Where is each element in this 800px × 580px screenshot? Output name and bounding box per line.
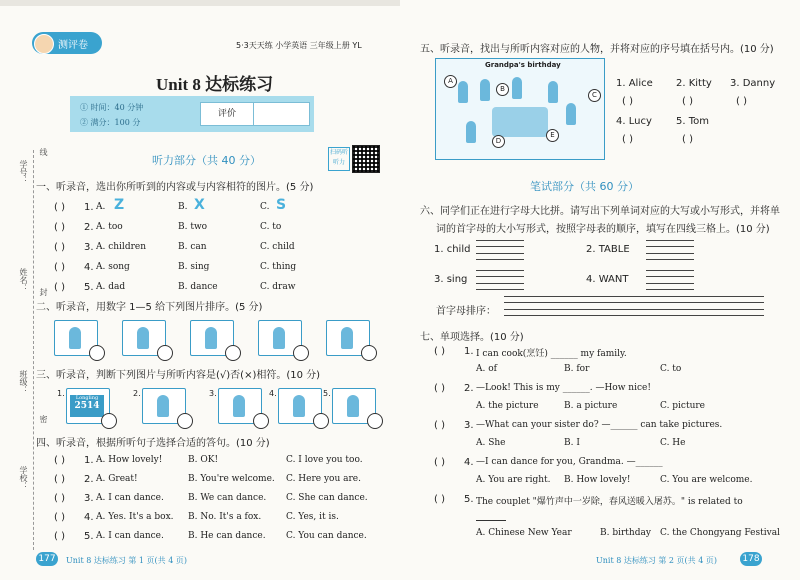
q5-paren-4[interactable]: ( ) xyxy=(622,134,633,145)
answer-paren[interactable]: ( ) xyxy=(54,262,65,273)
q6-item-2: 2. TABLE xyxy=(586,244,630,255)
q7-stem: —What can your sister do? —______ can take pictures. xyxy=(476,420,723,430)
answer-paren[interactable]: ( ) xyxy=(434,383,445,394)
q1-option-b[interactable]: B. two xyxy=(178,222,208,232)
q7-5-blank[interactable] xyxy=(476,520,506,521)
q2-title: 二、听录音，用数字 1—5 给下列图片排序。(5 分) xyxy=(36,302,263,313)
letter-z-icon: Z xyxy=(114,197,125,213)
q7-option-c[interactable]: C. He xyxy=(660,438,686,448)
q7-item-number: 1. xyxy=(464,346,474,357)
q4-item-number: 4. xyxy=(84,512,94,523)
writing-heading: 笔试部分（共 60 分） xyxy=(530,180,639,193)
q4-option-a[interactable]: A. Yes. It's a box. xyxy=(96,512,174,522)
q4-item-number: 3. xyxy=(84,493,94,504)
q1-item-number: 2. xyxy=(84,222,94,233)
sidebar-id: 学号： xyxy=(19,160,28,184)
q1-option-a[interactable]: A. children xyxy=(96,242,147,252)
q4-option-c[interactable]: C. She can dance. xyxy=(286,493,368,503)
answer-paren[interactable]: ( ) xyxy=(54,474,65,485)
mascot-icon xyxy=(34,34,54,54)
q7-stem: —I can dance for you, Grandma. —______ xyxy=(476,457,663,467)
q7-item-number: 3. xyxy=(464,420,474,431)
q5-name-3: 3. Danny xyxy=(730,78,776,89)
footer-left: Unit 8 达标练习 第 1 页(共 4 页) xyxy=(66,556,187,565)
q7-stem: —Look! This is my ______. —How nice! xyxy=(476,383,651,393)
letter-x-icon: X xyxy=(194,197,205,213)
q7-option-a[interactable]: A. Chinese New Year xyxy=(476,528,572,538)
answer-circle[interactable] xyxy=(89,345,105,361)
q7-option-c[interactable]: C. picture xyxy=(660,401,706,411)
q5-title: 五、听录音，找出与所听内容对应的人物，并将对应的序号填在括号内。(10 分) xyxy=(420,44,774,55)
q1-item-number: 1. xyxy=(84,202,94,213)
answer-circle[interactable] xyxy=(101,413,117,429)
answer-paren[interactable]: ( ) xyxy=(434,494,445,505)
answer-paren[interactable]: ( ) xyxy=(434,420,445,431)
q4-option-b[interactable]: B. He can dance. xyxy=(188,531,266,541)
info-box xyxy=(70,96,314,132)
sidebar-cut-1: 线 xyxy=(39,148,48,156)
q2-picture-5 xyxy=(326,320,370,356)
answer-paren[interactable]: ( ) xyxy=(434,346,445,357)
q7-item-number: 2. xyxy=(464,383,474,394)
q5-name-1: 1. Alice xyxy=(616,78,653,89)
answer-paren[interactable]: ( ) xyxy=(434,457,445,468)
top-edge xyxy=(0,0,400,6)
q4-option-b[interactable]: B. OK! xyxy=(188,455,219,465)
q1-option-c[interactable]: C. to xyxy=(260,222,282,232)
q1-item-number: 5. xyxy=(84,282,94,293)
scene-tag-e: E xyxy=(546,129,559,142)
listening-heading: 听力部分（共 40 分） xyxy=(152,154,261,167)
q4-item-number: 2. xyxy=(84,474,94,485)
answer-circle[interactable] xyxy=(253,413,269,429)
q5-paren-3[interactable]: ( ) xyxy=(736,96,747,107)
q4-option-b[interactable]: B. We can dance. xyxy=(188,493,267,503)
q6-item-4: 4. WANT xyxy=(586,274,629,285)
q5-name-2: 2. Kitty xyxy=(676,78,712,89)
q7-option-b[interactable]: B. How lovely! xyxy=(564,475,631,485)
q4-option-c[interactable]: C. Here you are. xyxy=(286,474,361,484)
footer-right: Unit 8 达标练习 第 2 页(共 4 页) xyxy=(596,556,717,565)
q6-item-1: 1. child xyxy=(434,244,471,255)
q1-item-number: 3. xyxy=(84,242,94,253)
sidebar-name: 姓名： xyxy=(19,268,28,292)
answer-circle[interactable] xyxy=(177,413,193,429)
q1-option-c[interactable]: C. draw xyxy=(260,282,296,292)
scene-tag-b: B xyxy=(496,83,509,96)
q4-title: 四、听录音，根据所听句子选择合适的答句。(10 分) xyxy=(36,438,270,449)
page-number-left: 177 xyxy=(36,552,58,566)
answer-circle[interactable] xyxy=(293,345,309,361)
table xyxy=(492,107,548,137)
right-page xyxy=(400,0,800,580)
page-number-right: 178 xyxy=(740,552,762,566)
q3-picture-4: 4. xyxy=(278,388,322,424)
sidebar-class: 班级： xyxy=(19,370,28,394)
q4-item-number: 1. xyxy=(84,455,94,466)
q1-item-number: 4. xyxy=(84,262,94,273)
q7-option-b[interactable]: B. a picture xyxy=(564,401,618,411)
four-line-1[interactable] xyxy=(476,240,524,260)
four-line-4[interactable] xyxy=(646,270,694,290)
q1-option-c[interactable]: C. thing xyxy=(260,262,297,272)
scene-tag-d: D xyxy=(492,135,505,148)
answer-circle[interactable] xyxy=(225,345,241,361)
scene-title: Grandpa's birthday xyxy=(485,61,561,69)
logo-label: 测评卷 xyxy=(58,40,88,51)
answer-paren[interactable]: ( ) xyxy=(54,242,65,253)
answer-paren[interactable]: ( ) xyxy=(54,455,65,466)
answer-circle[interactable] xyxy=(313,413,329,429)
q6-title-2: 词的首字母的大小写形式，按照字母表的顺序，填写在四线三格上。(10 分) xyxy=(436,224,770,235)
q4-option-a[interactable]: A. Great! xyxy=(96,474,138,484)
four-line-2[interactable] xyxy=(646,240,694,260)
street-sign: Longling 2514 xyxy=(70,395,104,417)
q6-title-1: 六、同学们正在进行字母大比拼。请写出下列单词对应的大写或小写形式，并将单 xyxy=(420,206,780,217)
q1-option-b[interactable]: B. can xyxy=(178,242,207,252)
q4-option-a[interactable]: A. I can dance. xyxy=(96,493,164,503)
q4-option-c[interactable]: C. You can dance. xyxy=(286,531,367,541)
q7-option-a[interactable]: A. of xyxy=(476,364,497,374)
q5-paren-2[interactable]: ( ) xyxy=(682,96,693,107)
time-label: ① 时间：40 分钟 xyxy=(80,103,144,112)
q5-paren-5[interactable]: ( ) xyxy=(682,134,693,145)
q1-option-a[interactable]: A. xyxy=(96,202,106,212)
q1-option-c[interactable]: C. xyxy=(260,202,270,212)
q1-option-c[interactable]: C. child xyxy=(260,242,295,252)
answer-paren[interactable]: ( ) xyxy=(54,202,65,213)
birthday-scene xyxy=(435,58,605,160)
q5-name-4: 4. Lucy xyxy=(616,116,652,127)
answer-circle[interactable] xyxy=(367,413,383,429)
q7-option-a[interactable]: A. She xyxy=(476,438,506,448)
four-line-3[interactable] xyxy=(476,270,524,290)
q2-picture-4 xyxy=(258,320,302,356)
q3-title: 三、听录音，判断下列图片与所听内容是(√)否(×)相符。(10 分) xyxy=(36,370,321,381)
sidebar-school: 学校： xyxy=(19,466,28,490)
q4-option-c[interactable]: C. I love you too. xyxy=(286,455,363,465)
answer-paren[interactable]: ( ) xyxy=(54,222,65,233)
q7-title: 七、单项选择。(10 分) xyxy=(420,332,524,343)
q7-option-b[interactable]: B. I xyxy=(564,438,580,448)
answer-circle[interactable] xyxy=(361,345,377,361)
eval-box xyxy=(200,102,310,126)
q3-picture-3: 3. xyxy=(218,388,262,424)
answer-paren[interactable]: ( ) xyxy=(54,531,65,542)
scene-tag-a: A xyxy=(444,75,457,88)
q7-item-number: 5. xyxy=(464,494,474,505)
order-label: 首字母排序： xyxy=(436,306,496,317)
order-four-line[interactable] xyxy=(504,296,764,316)
q5-paren-1[interactable]: ( ) xyxy=(622,96,633,107)
q7-stem: The couplet "爆竹声中一岁除，春风送暖入屠苏。" is related to xyxy=(476,497,743,507)
q7-option-c[interactable]: C. the Chongyang Festival xyxy=(660,528,780,538)
q4-option-a[interactable]: A. How lovely! xyxy=(96,455,163,465)
answer-paren[interactable]: ( ) xyxy=(54,512,65,523)
sidebar-cut-3: 密 xyxy=(39,415,48,423)
q7-option-c[interactable]: C. You are welcome. xyxy=(660,475,753,485)
qr-code-icon xyxy=(352,145,380,173)
scan-stamp: 扫码听听力 xyxy=(328,147,350,171)
q6-item-3: 3. sing xyxy=(434,274,468,285)
q1-option-a[interactable]: A. song xyxy=(96,262,130,272)
q1-option-a[interactable]: A. too xyxy=(96,222,123,232)
logo-badge xyxy=(32,32,102,54)
letter-s-icon: S xyxy=(276,197,287,213)
q4-option-c[interactable]: C. Yes, it is. xyxy=(286,512,339,522)
q7-option-a[interactable]: A. the picture xyxy=(476,401,539,411)
q1-option-a[interactable]: A. dad xyxy=(96,282,126,292)
q1-option-b[interactable]: B. sing xyxy=(178,262,210,272)
q7-option-c[interactable]: C. to xyxy=(660,364,682,374)
page-title: Unit 8 达标练习 xyxy=(156,75,274,94)
answer-circle[interactable] xyxy=(157,345,173,361)
q7-option-b[interactable]: B. birthday xyxy=(600,528,651,538)
scene-tag-c: C xyxy=(588,89,601,102)
q4-item-number: 5. xyxy=(84,531,94,542)
answer-paren[interactable]: ( ) xyxy=(54,493,65,504)
q2-picture-1 xyxy=(54,320,98,356)
q7-item-number: 4. xyxy=(464,457,474,468)
q4-option-b[interactable]: B. No. It's a fox. xyxy=(188,512,262,522)
q1-title: 一、听录音，选出你所听到的内容或与内容相符的图片。(5 分) xyxy=(36,182,314,193)
q1-option-b[interactable]: B. dance xyxy=(178,282,218,292)
series-label: 5·3天天练 小学英语 三年级上册 YL xyxy=(236,41,362,50)
q5-name-5: 5. Tom xyxy=(676,116,709,127)
score-label: ② 满分：100 分 xyxy=(80,118,141,127)
q7-option-b[interactable]: B. for xyxy=(564,364,590,374)
answer-paren[interactable]: ( ) xyxy=(54,282,65,293)
q3-picture-5: 5. xyxy=(332,388,376,424)
eval-label: 评价 xyxy=(201,103,254,125)
q2-picture-3 xyxy=(190,320,234,356)
q1-option-b[interactable]: B. xyxy=(178,202,188,212)
q4-option-a[interactable]: A. I can dance. xyxy=(96,531,164,541)
cut-line xyxy=(33,150,34,550)
q7-stem: I can cook(烹饪) ______ my family. xyxy=(476,349,627,359)
q3-picture-2: 2. xyxy=(142,388,186,424)
q4-option-b[interactable]: B. You're welcome. xyxy=(188,474,275,484)
sidebar-cut-2: 封 xyxy=(39,288,48,296)
q3-picture-1: 1. Longling 2514 xyxy=(66,388,110,424)
q7-option-a[interactable]: A. You are right. xyxy=(476,475,551,485)
q2-picture-2 xyxy=(122,320,166,356)
